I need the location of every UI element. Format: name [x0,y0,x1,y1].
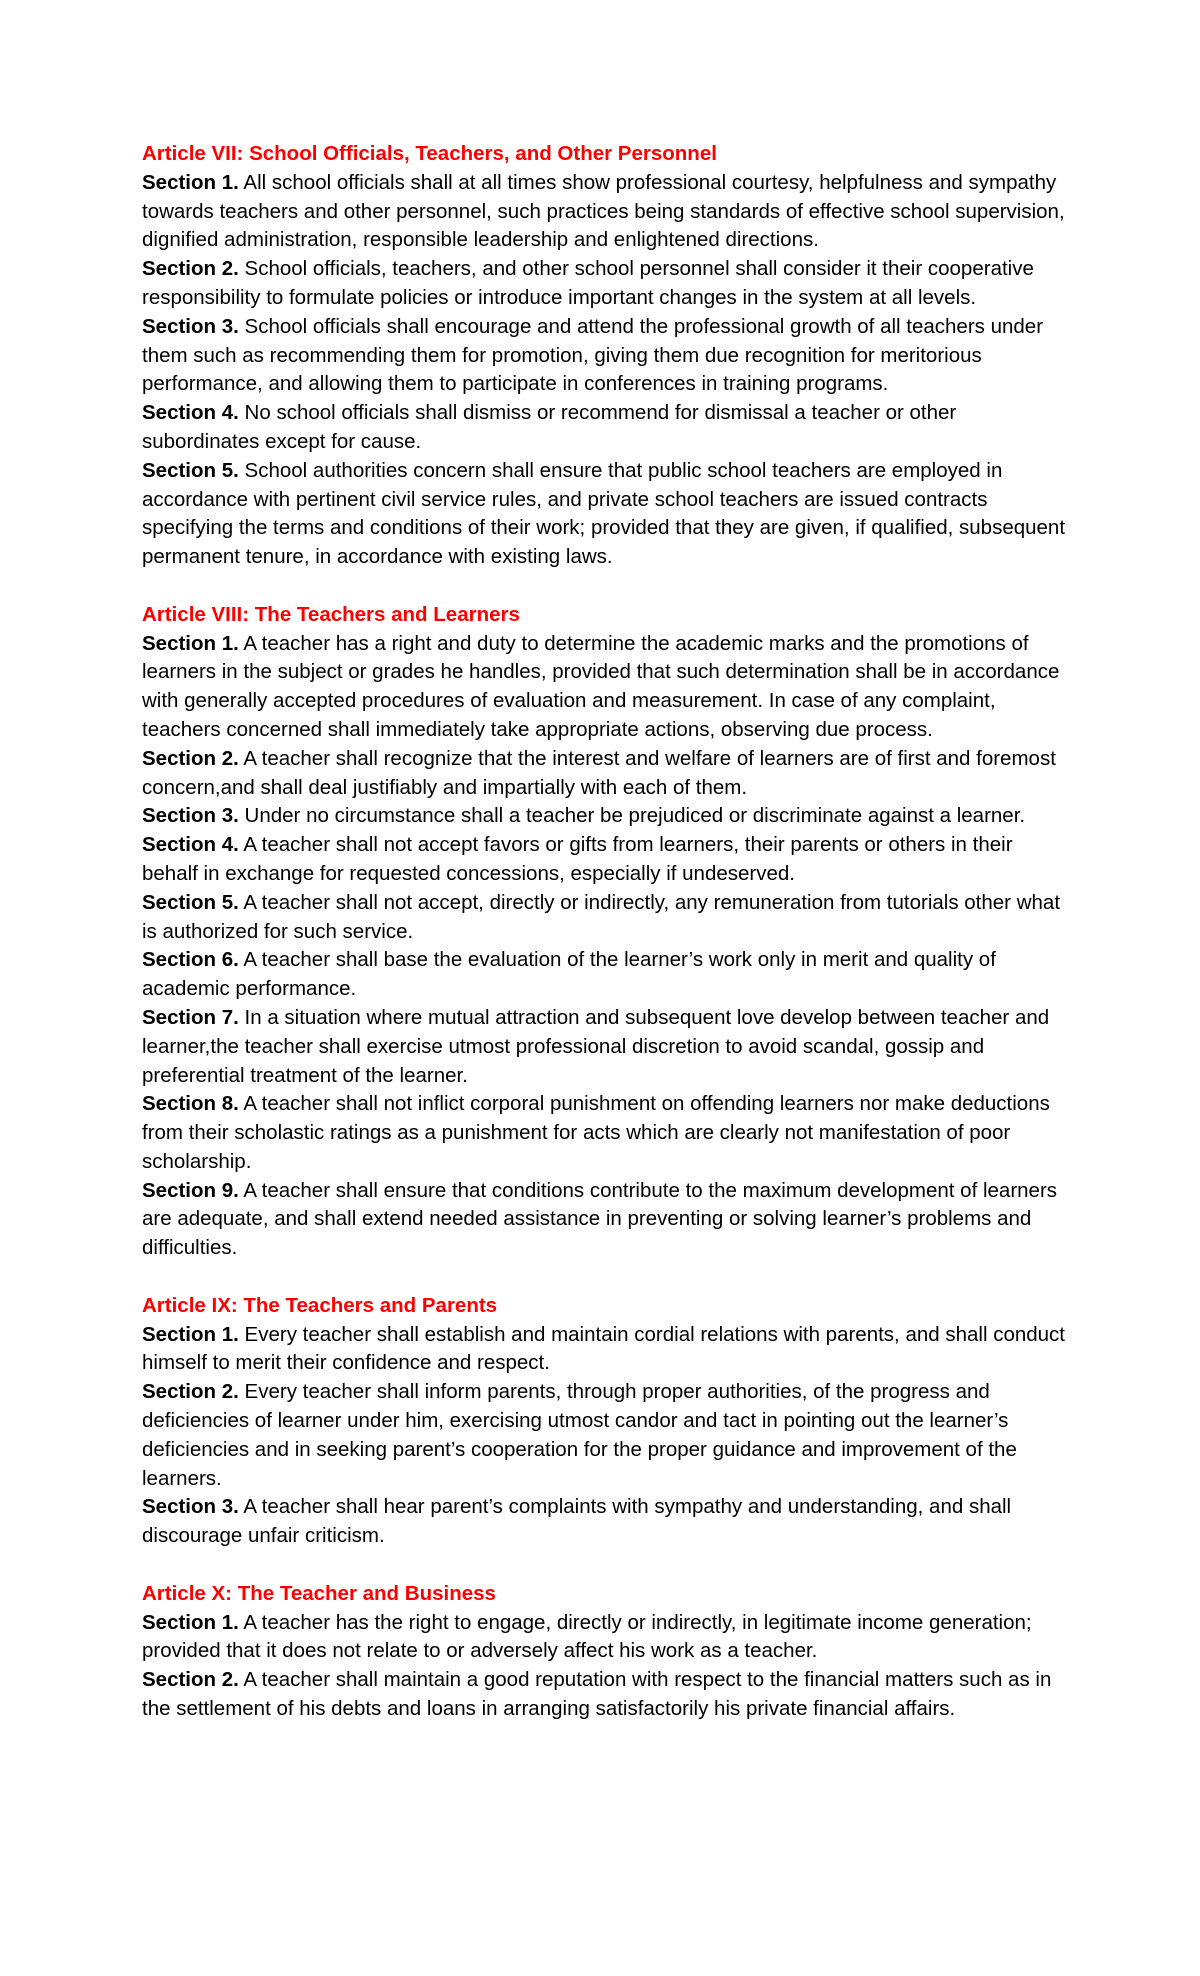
section-label: Section 8. [142,1092,239,1116]
section-paragraph [142,1321,1072,1379]
section-text: School officials, teachers, and other school personnel shall consider it their cooperative responsibility to formulate policies or introduce important changes in the system at all levels. [142,257,1034,309]
section-text: All school officials shall at all times show professional courtesy, helpfulness and sympathy towards teachers and other personnel, such practices being standards of effective school supervision, dignified administration, responsible leadership and enlightened directions. [142,170,1065,252]
section-label: Section 9. [142,1178,239,1202]
section-paragraph [142,1493,1072,1551]
section-text: Every teacher shall establish and maintain cordial relations with parents, and shall conduct himself to merit their confidence and respect. [142,1322,1065,1375]
section-label: Section 1. [142,631,239,655]
section-label: Section 3. [142,314,239,338]
section-text: Under no circumstance shall a teacher be prejudiced or discriminate against a learner. [244,804,1026,828]
article-vii [142,140,1072,572]
section-paragraph [142,1666,1072,1724]
document-page [142,140,1072,1724]
section-text: A teacher has the right to engage, directly or indirectly, in legitimate income generation; provided that it does not relate to or adversely affect his work as a teacher. [142,1610,1032,1663]
section-paragraph [142,1609,1072,1667]
section-text: A teacher has a right and duty to determine the academic marks and the promotions of learners in the subject or grades he handles, provided that such determination shall be in accordance with generally accepted procedures of evaluation and measurement. In case of any complaint, teachers concerned shall immediately take appropriate actions, observing due process. [142,631,1060,741]
article-title: Article VIII: The Teachers and Learners [142,602,520,626]
section-paragraph [142,169,1072,255]
section-label: Section 1. [142,170,239,194]
section-paragraph [142,630,1072,745]
section-text: School authorities concern shall ensure that public school teachers are employed in accordance with pertinent civil service rules, and private school teachers are issued contracts specifying the terms and conditions of their work; provided that they are given, if qualified, subsequent permanent tenure, in accordance with existing laws. [142,458,1066,569]
section-paragraph [142,831,1072,889]
article-ix [142,1292,1072,1551]
section-label: Section 2. [142,1380,239,1404]
section-text: A teacher shall not accept favors or gifts from learners, their parents or others in their behalf in exchange for requested concessions, especially if undeserved. [142,833,1013,885]
section-paragraph [142,255,1072,313]
section-text: A teacher shall maintain a good reputation with respect to the financial matters such as in the settlement of his debts and loans in arranging satisfactorily his private financial affairs. [142,1668,1052,1721]
section-text: In a situation where mutual attraction and subsequent love develop between teacher and learner,the teacher shall exercise utmost professional discretion to avoid scandal, gossip and preferential treatment of the learner. [142,1005,1050,1087]
section-text: A teacher shall not inflict corporal punishment on offending learners nor make deductions from their scholastic ratings as a punishment for acts which are clearly not manifestation of poor scholarship. [142,1092,1050,1173]
section-paragraph [142,399,1072,457]
section-paragraph [142,1177,1072,1263]
section-text: No school officials shall dismiss or recommend for dismissal a teacher or other subordinates except for cause. [142,401,957,453]
section-label: Section 6. [142,948,239,972]
section-paragraph [142,745,1072,803]
section-text: A teacher shall not accept, directly or indirectly, any remuneration from tutorials other what is authorized for such service. [142,890,1061,943]
section-text: A teacher shall hear parent’s complaints with sympathy and understanding, and shall discourage unfair criticism. [142,1495,1012,1548]
section-paragraph [142,1090,1072,1176]
article-x [142,1580,1072,1724]
section-label: Section 7. [142,1005,239,1029]
section-label: Section 5. [142,458,239,482]
section-paragraph [142,313,1072,399]
section-label: Section 3. [142,804,239,828]
section-label: Section 5. [142,890,239,914]
section-label: Section 1. [142,1322,239,1346]
section-label: Section 3. [142,1495,239,1519]
section-label: Section 4. [142,401,239,425]
section-paragraph [142,889,1072,947]
section-paragraph [142,802,1072,831]
article-title: Article X: The Teacher and Business [142,1581,496,1605]
section-paragraph [142,1378,1072,1493]
section-paragraph [142,946,1072,1004]
section-paragraph [142,457,1072,572]
section-label: Section 2. [142,746,239,770]
article-title: Article VII: School Officials, Teachers, and Other Personnel [142,142,717,165]
section-text: A teacher shall recognize that the interest and welfare of learners are of first and foremost concern,and shall deal justifiably and impartially with each of them. [142,746,1056,799]
section-text: Every teacher shall inform parents, through proper authorities, of the progress and deficiencies of learner under him, exercising utmost candor and tact in pointing out the learner’s deficiencies and in seeking parent’s cooperation for the proper guidance and improvement of the learners. [142,1380,1017,1490]
section-text: A teacher shall ensure that conditions contribute to the maximum development of learners are adequate, and shall extend needed assistance in preventing or solving learner’s problems and difficulties. [142,1178,1058,1260]
section-label: Section 4. [142,833,239,857]
section-text: School officials shall encourage and attend the professional growth of all teachers under them such as recommending them for promotion, giving them due recognition for meritorious performance, and allowing them to participate in conferences in training programs. [142,314,1044,396]
article-title: Article IX: The Teachers and Parents [142,1293,498,1317]
section-label: Section 2. [142,257,239,281]
article-viii [142,601,1072,1263]
section-label: Section 2. [142,1668,239,1692]
section-paragraph [142,1004,1072,1090]
section-text: A teacher shall base the evaluation of the learner’s work only in merit and quality of academic performance. [142,948,996,1001]
section-label: Section 1. [142,1610,239,1634]
